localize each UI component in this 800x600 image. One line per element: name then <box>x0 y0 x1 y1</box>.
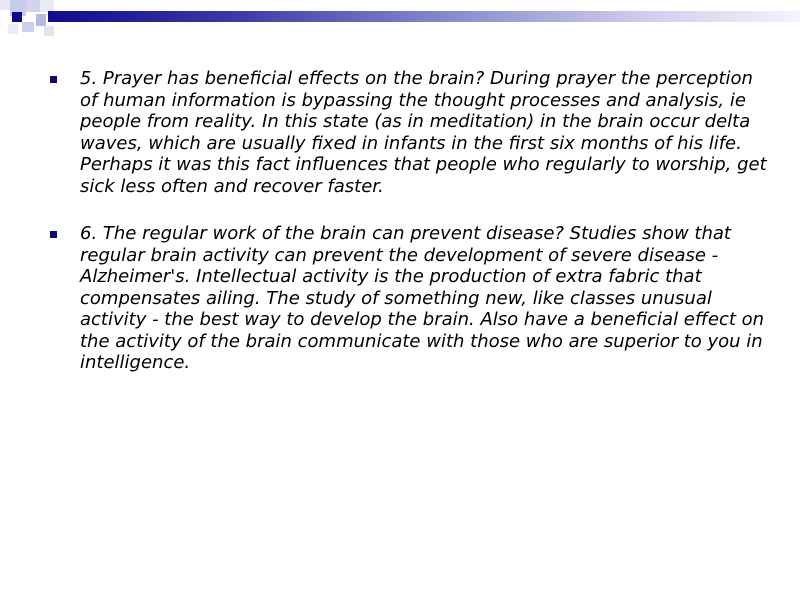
header-decor-square <box>8 24 18 34</box>
header-decor-square <box>26 0 40 12</box>
list-item <box>50 68 770 197</box>
list-item <box>50 223 770 374</box>
square-bullet-icon <box>50 231 57 238</box>
header-decor-square <box>0 0 10 10</box>
bullet-list <box>50 68 770 400</box>
header-gradient-bar <box>48 11 800 22</box>
header-decor-square <box>22 22 34 32</box>
header-decor-square <box>44 26 54 36</box>
bullet-text: 6. The regular work of the brain can prevent disease? Studies show that regular brain activity can prevent the development of severe disease - Alzheimer's. Intellectual activity is the production of extra fabric that compensates ailing. The study of something new, like classes unusual activity - the best way to develop the brain. Also have a beneficial effect on the activity of the brain communicate with those who are superior to you in intelligence. <box>80 223 765 373</box>
bullet-text: 5. Prayer has beneficial effects on the brain? During prayer the perception of human information is bypassing the thought processes and analysis, ie people from reality. In this state (as in meditation) in the brain occur delta waves, which are usually fixed in infants in the first six months of his life. Perhaps it was this fact influences that people who regularly to worship, get sick less often and recover faster. <box>80 68 767 197</box>
header-decor-square <box>12 12 22 22</box>
square-bullet-icon <box>50 76 57 83</box>
header-decor-square <box>36 14 46 26</box>
